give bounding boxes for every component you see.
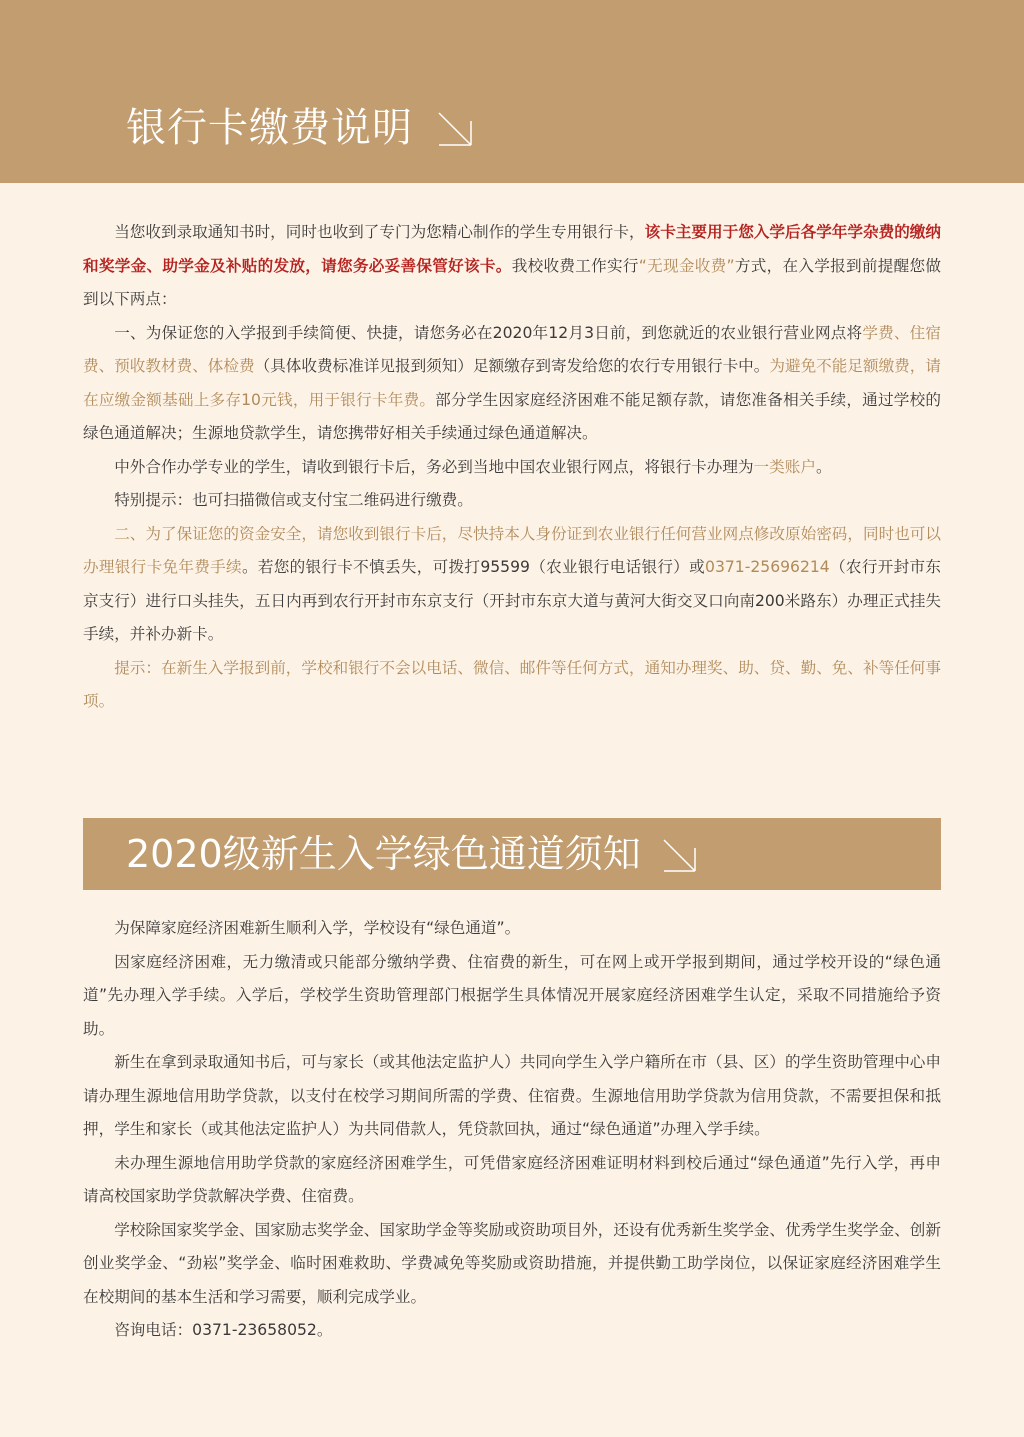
paragraph: 为保障家庭经济困难新生顺利入学，学校设有“绿色通道”。 <box>114 919 521 937</box>
bank-card-section <box>83 216 941 719</box>
important-notice: 该卡主要用于您入学后各学年学杂费的缴纳和奖学金、助学金及补贴的发放，请您务必妥善保管好该卡。 <box>83 223 941 275</box>
green-channel-section <box>83 912 941 1348</box>
diagonal-arrow-icon <box>435 109 477 151</box>
contact-phone: 咨询电话：0371-23658052。 <box>114 1321 333 1339</box>
highlight-text: “无现金收费” <box>638 256 735 275</box>
paragraph: 学校除国家奖学金、国家励志奖学金、国家助学金等奖励或资助项目外，还设有优秀新生奖学金、优秀学生奖学金、创新创业奖学金、“劲崧”奖学金、临时困难救助、学费减免等奖励或资助措施，并提供勤工助学岗位，以保证家庭经济困难学生在校期间的基本生活和学习需要，顺利完成学业。 <box>83 1220 941 1306</box>
highlight-text: 学费、住宿费、预收教材费、体检费 <box>83 323 941 375</box>
green-channel-banner <box>83 818 941 890</box>
paragraph: 二、为了保证您的资金安全，请您收到银行卡后，尽快持本人身份证到农业银行任何营业网点修改原始密码，同时也可以办理银行卡免年费手续。若您的银行卡不慎丢失，可拨打95599（农业银行电话银行）或0371-25696214（农行开封市东京支行）进行口头挂失，五日内再到农行开封市东京支行（开封市东京大道与黄河大街交叉口向南200米路东）办理正式挂失手续，并补办新卡。 <box>83 524 941 643</box>
highlight-text: 为避免不能足额缴费，请在应缴金额基础上多存10元钱，用于银行卡年费。 <box>83 357 941 409</box>
tip-paragraph: 提示：在新生入学报到前，学校和银行不会以电话、微信、邮件等任何方式，通知办理奖、助、贷、勤、免、补等任何事项。 <box>83 658 941 710</box>
diagonal-arrow-icon <box>661 837 701 877</box>
section-title <box>126 826 701 882</box>
page-title-text: 银行卡缴费说明 <box>126 105 413 151</box>
phone-number: 0371-25696214 <box>705 558 830 576</box>
highlight-text: 一类账户 <box>753 457 816 476</box>
paragraph: 未办理生源地信用助学贷款的家庭经济困难学生，可凭借家庭经济困难证明材料到校后通过“绿色通道”先行入学，再申请高校国家助学贷款解决学费、住宿费。 <box>83 1153 941 1205</box>
header-banner <box>0 0 1024 183</box>
paragraph: 因家庭经济困难，无力缴清或只能部分缴纳学费、住宿费的新生，可在网上或开学报到期间，通过学校开设的“绿色通道”先办理入学手续。入学后，学校学生资助管理部门根据学生具体情况开展家庭经济困难学生认定，采取不同措施给予资助。 <box>83 952 941 1038</box>
paragraph: 一、为保证您的入学报到手续简便、快捷，请您务必在2020年12月3日前，到您就近的农业银行营业网点将学费、住宿费、预收教材费、体检费（具体收费标准详见报到须知）足额缴存到寄发给您的农行专用银行卡中。为避免不能足额缴费，请在应缴金额基础上多存10元钱，用于银行卡年费。部分学生因家庭经济困难不能足额存款，请您准备相关手续，通过学校的绿色通道解决；生源地贷款学生，请您携带好相关手续通过绿色通道解决。 <box>83 323 941 442</box>
highlight-text: 二、为了保证您的资金安全，请您收到银行卡后，尽快持本人身份证到农业银行任何营业网点修改原始密码，同时也可以办理银行卡免年费手续 <box>83 524 941 576</box>
paragraph: 新生在拿到录取通知书后，可与家长（或其他法定监护人）共同向学生入学户籍所在市（县、区）的学生资助管理中心申请办理生源地信用助学贷款，以支付在校学习期间所需的学费、住宿费。生源地信用助学贷款为信用贷款，不需要担保和抵押，学生和家长（或其他法定监护人）为共同借款人，凭贷款回执，通过“绿色通道”办理入学手续。 <box>83 1053 941 1138</box>
page-title <box>126 100 477 156</box>
paragraph: 中外合作办学专业的学生，请收到银行卡后，务必到当地中国农业银行网点，将银行卡办理为一类账户。 <box>114 457 832 476</box>
paragraph: 当您收到录取通知书时，同时也收到了专门为您精心制作的学生专用银行卡，该卡主要用于您入学后各学年学杂费的缴纳和奖学金、助学金及补贴的发放，请您务必妥善保管好该卡。我校收费工作实行“无现金收费”方式，在入学报到前提醒您做到以下两点： <box>83 223 941 308</box>
section-title-text: 2020级新生入学绿色通道须知 <box>126 832 641 876</box>
paragraph: 特别提示：也可扫描微信或支付宝二维码进行缴费。 <box>114 491 473 509</box>
